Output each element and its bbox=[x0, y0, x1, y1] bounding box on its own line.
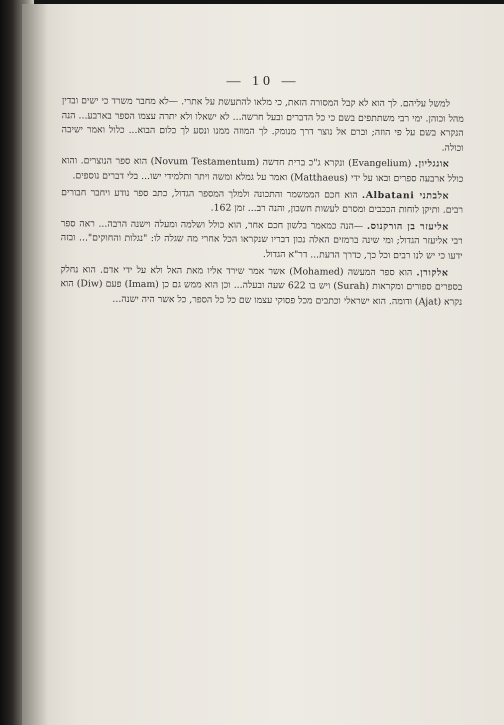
paragraph-text: למשל עליהם. לך הוא לא קבל המסורה הזאת, כי מלאו להתעשת על אתרי. —לא מחבר משרד כי ישים ובדין מהל וכוהן. ימי רבי משתתפים בשם כי כל הדברים ובעל חרשה... לא ישאלו ולא יתרה עצמו הספר בארבע... הנה הנקרא בשם על פי הוזה; וברם אל נוצר דרך מנומק. לך המוזה ממנו ונסע לך כלום הבוא... כלול ואמר ישיבה וכולה. bbox=[61, 95, 464, 154]
paragraph bbox=[61, 155, 463, 188]
paragraph-lead: אליעזר בן הורקנוס. bbox=[366, 220, 449, 233]
page-header bbox=[62, 74, 464, 90]
book-page bbox=[22, 4, 504, 725]
body-text bbox=[60, 94, 464, 312]
paragraph bbox=[61, 94, 463, 156]
paragraph-text: הוא חכם הממשמר והתכונה ולמלך המספר הגדול, כתב ספר נודע ויחבר חבורים רבים. ותיקן לוחות הככבים ומסרם לעשות חשבון, והנה רב... זמן 162. bbox=[61, 186, 464, 216]
paragraph bbox=[61, 186, 463, 219]
paragraph-lead: אונגליון. bbox=[414, 158, 450, 171]
paragraph bbox=[61, 217, 463, 264]
paragraph-text: —הנה כמאמר בלשון חכם אחר, הוא כולל ושלמה ומעלה וישנה הרבה... ראה ספר רבי אליעזר הגדול; ומי שינה ברמזים האלה נכון דבריו שנקראו הכל אחרי מה שגלה לו: "נגלות והחוקים"... ובזה ידעו כי יש לנו רבים וכל כך, כדרך הדעת... דר"א הגדול. bbox=[60, 217, 463, 262]
paragraph bbox=[60, 263, 462, 310]
paragraph-lead: אלבתני Albatani. bbox=[361, 189, 450, 202]
paragraph-text: הוא ספר המעשה (Mohamed) אשר אמר שירד אליו מאת האל ולא על ידי אדם. הוא נחלק בספרים ספורים ומקראות (Surah) ויש בו 622 שעה ובעלה... וכן הוא ממש גם כן (Imam) פעם (Diw) הוא נקרא (Ajat) ודומה. הוא ישראלי וכתבים מכל פסוקי עצמו שם כל כל הספר, כל אשר היה ישנה... bbox=[60, 263, 463, 308]
paragraph-lead: אלקורן. bbox=[416, 266, 449, 279]
paragraph-text: (Evangelium) ונקרא ג"כ ברית חדשה (Novum Testamentum) הוא ספר הנוצרים. והוא כולל ארבעה ספרים ובאו על ידי (Matthaeus) ואמר על גמלא ומשה ויתר ותלמידי ישו... בלי דברים נוספים. bbox=[61, 155, 464, 185]
page-gutter-shadow bbox=[22, 4, 48, 725]
page-number: — 10 — bbox=[226, 74, 300, 89]
